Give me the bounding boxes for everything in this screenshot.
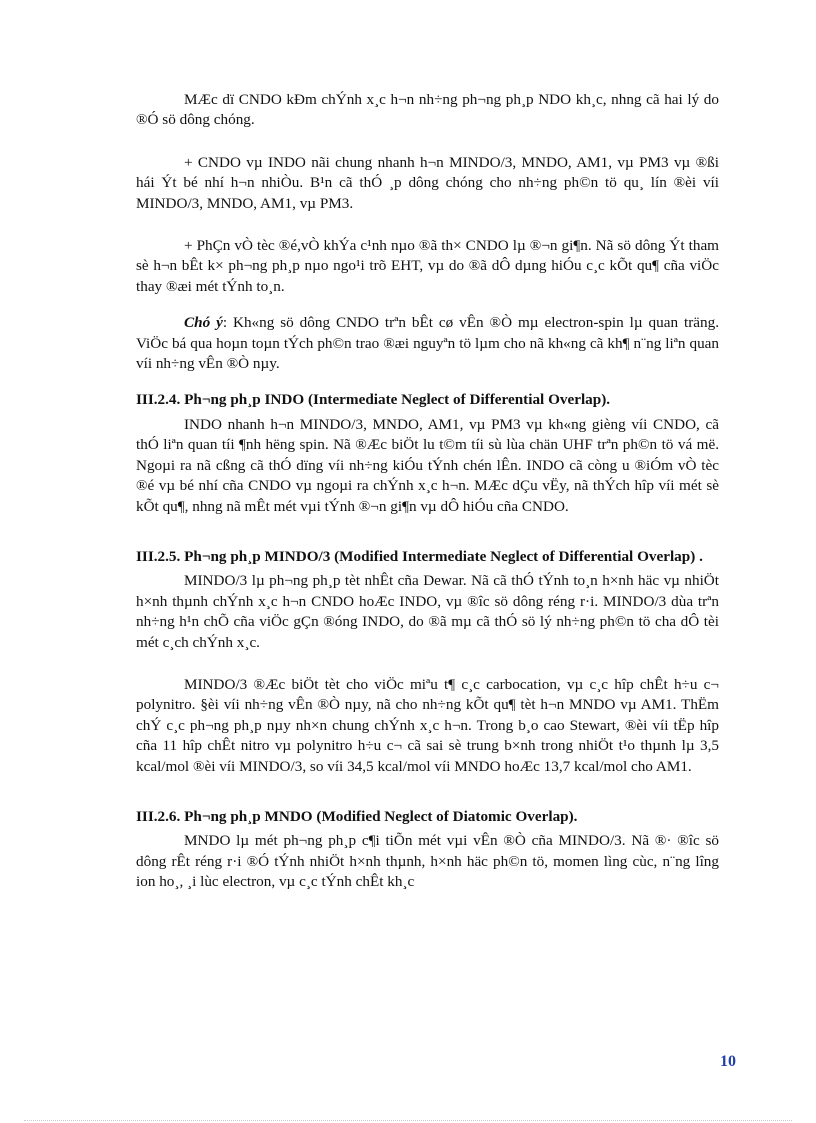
note-text: : Kh«ng sö dông CNDO trªn bÊt cø vÊn ®Ò mµ electron-spin lµ quan träng. ViÖc bá qua hoµn toµn tÝch ph©n trao ®æi nguyªn tö lµm cho nã kh«ng cã kh¶ n¨ng liªn quan víi nh÷ng vÊn ®Ò nµy. <box>136 314 719 373</box>
section-heading-indo: III.2.4. Ph¬ng ph¸p INDO (Intermediate Neglect of Differential Overlap). <box>136 391 611 409</box>
paragraph-mndo: MNDO lµ mét ph¬ng ph¸p c¶i tiÕn mét vµi vÊn ®Ò cña MINDO/3. Nã ®· ®îc sö dông rÊt réng r·i ®Ó tÝnh nhiÖt h×nh thµnh, h×nh häc ph©n tö, momen lìng cùc, n¨ng lîng ion ho¸, ¸i lùc electron, vµ c¸c tÝnh chÊt kh¸c <box>136 832 719 891</box>
paragraph-mindo3-detail: MINDO/3 ®Æc biÖt tèt cho viÖc miªu t¶ c¸c carbocation, vµ c¸c hîp chÊt h÷u c¬ polynitro. §èi víi nh÷ng vÊn ®Ò nµy, nã cho nh÷ng kÕt qu¶ tèt h¬n MNDO vµ AM1. ThËm chÝ c¸c ph¬ng ph¸p nµy nh×n chung chÝnh x¸c h¬n. Trong b¸o cao Stewart, ®èi víi tËp hîp cña 11 hîp chÊt nitro vµ polynitro h÷u c¬ cã sai sè trung b×nh trong nhiÖt t¹o thµnh lµ 3,5 kcal/mol ®èi víi MINDO/3, so víi 34,5 kcal/mol víi MNDO hoÆc 13,7 kcal/mol cho AM1. <box>136 675 719 775</box>
paragraph-note <box>136 313 719 374</box>
paragraph-intro: MÆc dï CNDO kÐm chÝnh x¸c h¬n nh÷ng ph¬ng ph¸p NDO kh¸c, nhng cã hai lý do ®Ó sö dông chóng. <box>136 91 719 129</box>
paragraph-mindo3-intro: MINDO/3 lµ ph¬ng ph¸p tèt nhÊt cña Dewar. Nã cã thÓ tÝnh to¸n h×nh häc vµ nhiÖt h×nh thµnh chÝnh x¸c h¬n CNDO hoÆc INDO, vµ ®îc sö dông réng r·i. MINDO/3 dùa trªn nh÷ng h¹n chÕ cña viÖc gÇn ®óng INDO, do ®ã mµ cã thÓ sö lý nh÷ng ph©n tö cha dÔ tèi mét c¸ch chÝnh x¸c. <box>136 572 719 651</box>
paragraph-simplicity: + PhÇn vÒ tèc ®é,vÒ khÝa c¹nh nµo ®ã th× CNDO lµ ®¬n gi¶n. Nã sö dông Ýt tham sè h¬n bÊt k× ph¬ng ph¸p nµo ngo¹i trõ EHT, vµ do ®ã dÔ dµng hiÓu c¸c kÕt qu¶ cña viÖc thay ®æi mét tÝnh to¸n. <box>136 237 719 295</box>
document-body <box>136 90 719 893</box>
page-number: 10 <box>720 1053 736 1070</box>
page-bottom-divider <box>24 1120 792 1121</box>
section-heading-mindo3: III.2.5. Ph¬ng ph¸p MINDO/3 (Modified Intermediate Neglect of Differential Overlap) . <box>136 547 703 565</box>
paragraph-speed: + CNDO vµ INDO nãi chung nhanh h¬n MINDO/3, MNDO, AM1, vµ PM3 vµ ®ßi hái Ýt bé nhí h¬n nhiÒu. B¹n cã thÓ ¸p dông chóng cho nh÷ng ph©n tö qu¸ lín ®èi víi MINDO/3, MNDO, AM1, vµ PM3. <box>136 153 719 212</box>
paragraph-indo: INDO nhanh h¬n MINDO/3, MNDO, AM1, vµ PM3 vµ kh«ng gièng víi CNDO, cã thÓ liªn quan tíi ¶nh hëng spin. Nã ®Æc biÖt lu t©m tíi sù lùa chän UHF trªn ph©n tö vá më. Ngoµi ra nã cßng cã thÓ dïng víi nh÷ng kiÓu tÝnh chén lÊn. INDO cã còng u ®iÓm vÒ tèc ®é vµ bé nhí cña CNDO vµ ngoµi ra chÝnh x¸c h¬n. MÆc dÇu vËy, nã thÝch hîp víi mét sè kÕt qu¶, nhng nã mÊt mét vµi tÝnh ®¬n gi¶n vµ dÔ hiÓu cña CNDO. <box>136 415 719 515</box>
section-heading-mndo: III.2.6. Ph¬ng ph¸p MNDO (Modified Neglect of Diatomic Overlap). <box>136 807 578 825</box>
note-label: Chó ý <box>184 314 223 332</box>
